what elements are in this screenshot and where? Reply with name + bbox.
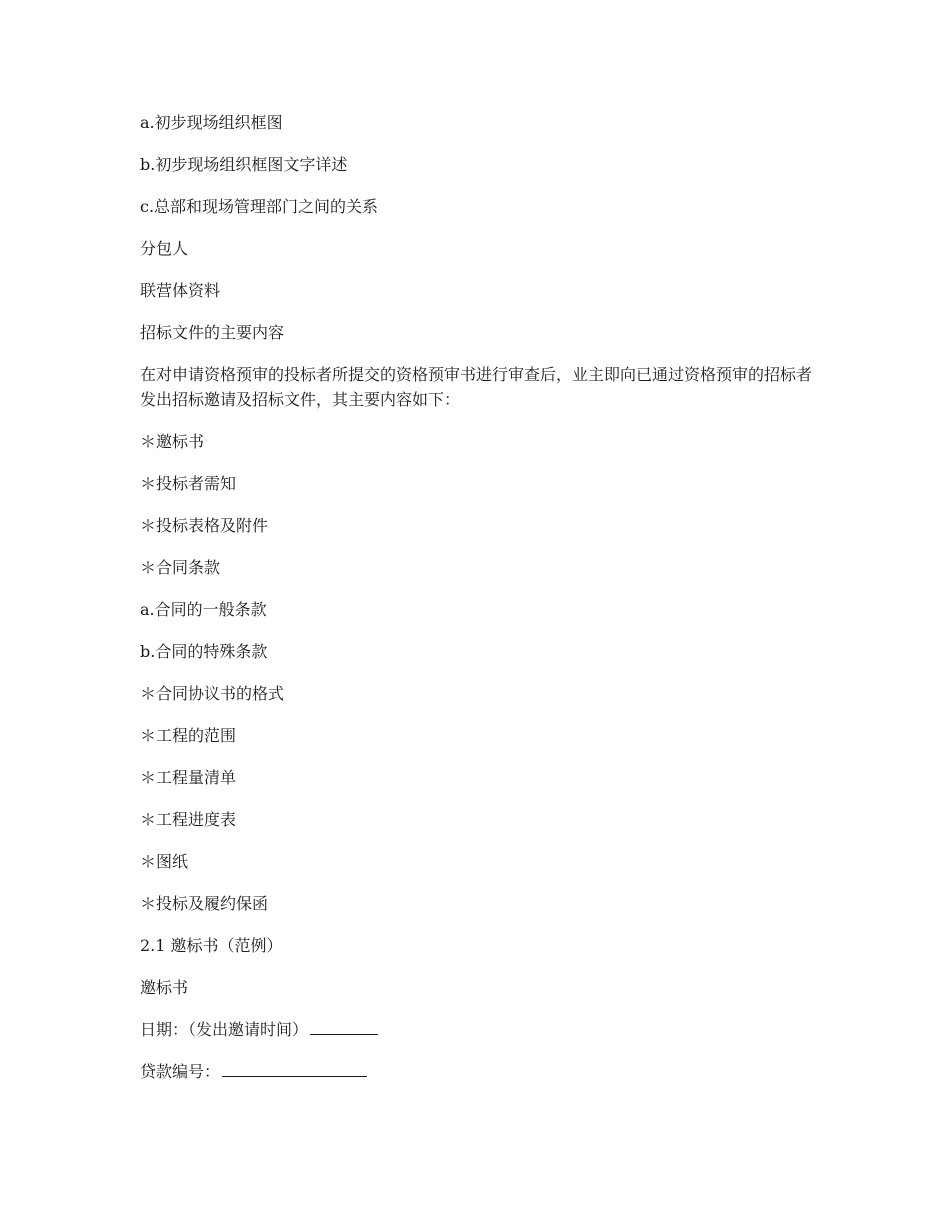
list-item: ＊投标表格及附件 bbox=[140, 516, 269, 535]
list-item: ＊工程量清单 bbox=[140, 768, 237, 787]
paragraph: 在对申请资格预审的投标者所提交的资格预审书进行审查后，业主即向已通过资格预审的招标者发出招标邀请及招标文件，其主要内容如下： bbox=[140, 365, 813, 409]
list-item: ＊合同协议书的格式 bbox=[140, 684, 285, 703]
loan-number-label: 贷款编号： bbox=[140, 1062, 221, 1081]
paragraph: c.总部和现场管理部门之间的关系 bbox=[140, 197, 379, 216]
paragraph: b.初步现场组织框图文字详述 bbox=[140, 155, 348, 174]
list-item: ＊图纸 bbox=[140, 852, 189, 871]
list-item: b.合同的特殊条款 bbox=[140, 642, 268, 661]
paragraph: a.初步现场组织框图 bbox=[140, 113, 283, 132]
paragraph: 邀标书 bbox=[140, 978, 189, 997]
list-item: ＊投标者需知 bbox=[140, 474, 237, 493]
list-item: ＊邀标书 bbox=[140, 432, 205, 451]
date-blank-line bbox=[310, 1018, 378, 1035]
loan-number-line bbox=[140, 1059, 820, 1084]
list-item: ＊工程的范围 bbox=[140, 726, 237, 745]
paragraph: 联营体资料 bbox=[140, 281, 221, 300]
paragraph: 分包人 bbox=[140, 239, 189, 258]
loan-number-blank-line bbox=[222, 1060, 367, 1077]
date-line bbox=[140, 1017, 820, 1042]
section-heading: 招标文件的主要内容 bbox=[140, 323, 285, 342]
section-heading: 2.1 邀标书（范例） bbox=[140, 936, 283, 955]
list-item: ＊投标及履约保函 bbox=[140, 894, 269, 913]
list-item: ＊合同条款 bbox=[140, 558, 221, 577]
date-label: 日期：（发出邀请时间） bbox=[140, 1020, 309, 1039]
document-page bbox=[140, 110, 820, 1101]
list-item: a.合同的一般条款 bbox=[140, 600, 267, 619]
list-item: ＊工程进度表 bbox=[140, 810, 237, 829]
